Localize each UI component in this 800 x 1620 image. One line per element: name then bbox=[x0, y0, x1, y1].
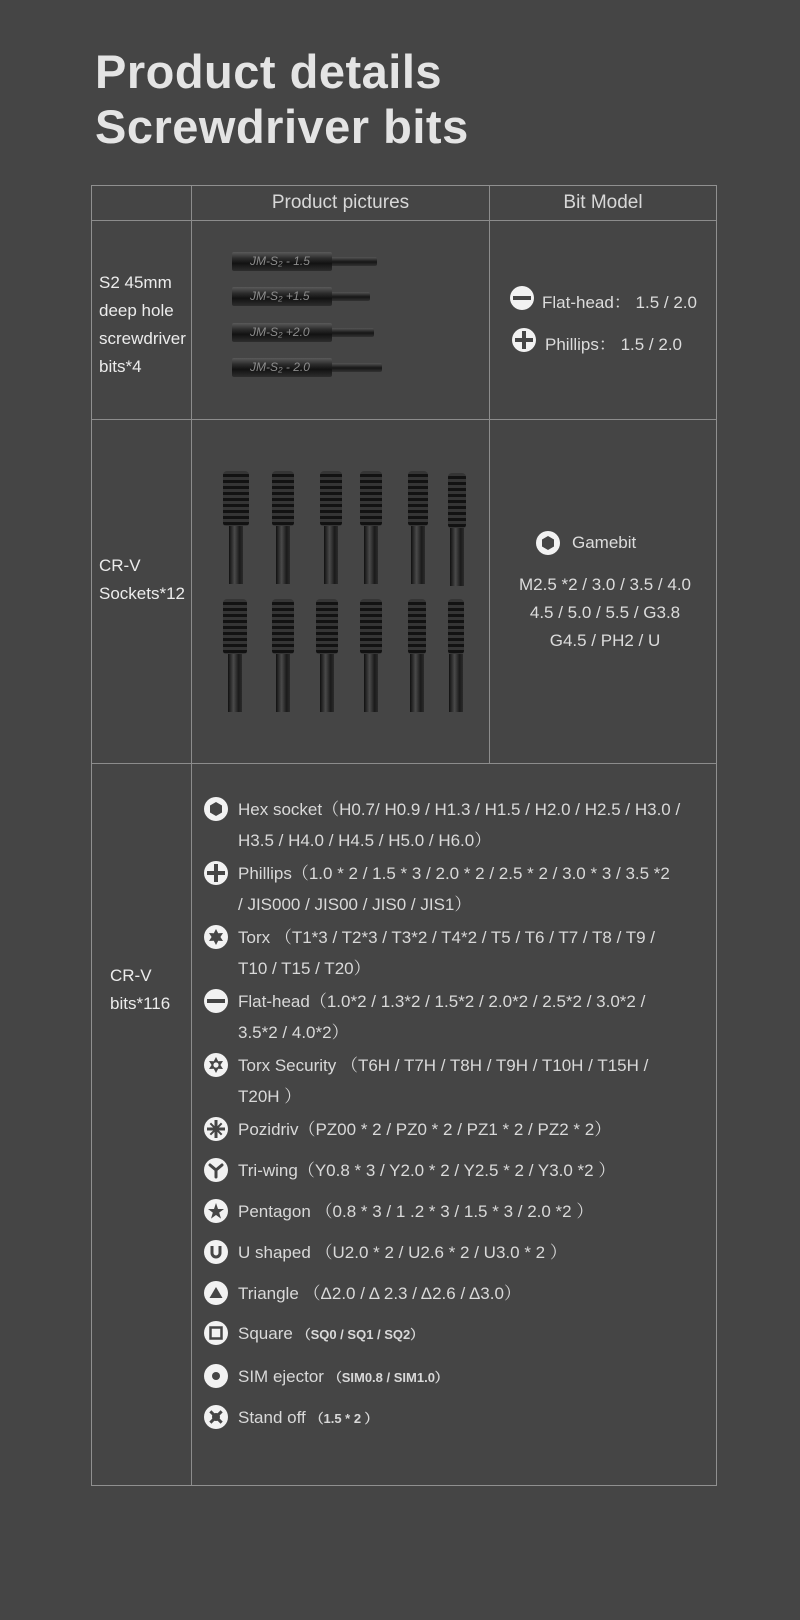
pozidriv-icon bbox=[204, 1117, 228, 1141]
title-line-1: Product details bbox=[95, 45, 443, 98]
flat-head-icon bbox=[510, 286, 534, 310]
torx-icon bbox=[204, 925, 228, 949]
gamebit-icon bbox=[536, 531, 560, 555]
model-phillips: Phillips： 1.5 / 2.0 bbox=[545, 335, 683, 354]
bit-type-hex-socket: Hex socket（H0.7/ H0.9 / H1.3 / H1.5 / H2.0 / H2.5 / H3.0 / H3.5 / H4.0 / H4.5 / H5.0 / H6.0） bbox=[204, 794, 704, 856]
phillips-icon bbox=[204, 861, 228, 885]
row-divider-2 bbox=[92, 763, 716, 764]
model-flat-head: Flat-head： 1.5 / 2.0 bbox=[542, 293, 697, 312]
tri-wing-icon bbox=[204, 1158, 228, 1182]
bit-type-stand-off: Stand off （1.5 * 2 ） bbox=[204, 1402, 704, 1434]
bit-type-torx-security: Torx Security （T6H / T7H / T8H / T9H / T10H / T15H / T20H ） bbox=[204, 1050, 704, 1112]
flat-head-icon bbox=[204, 989, 228, 1013]
page-title bbox=[95, 44, 469, 154]
bit-type-torx: Torx （T1*3 / T2*3 / T3*2 / T4*2 / T5 / T6 / T7 / T8 / T9 / T10 / T15 / T20） bbox=[204, 922, 704, 984]
row-label-s2-bits: S2 45mm deep hole screwdriver bits*4 bbox=[99, 273, 186, 376]
gamebit-models-line-3: G4.5 / PH2 / U bbox=[549, 631, 661, 650]
gamebit-models-line-2: 4.5 / 5.0 / 5.5 / G3.8 bbox=[529, 603, 681, 622]
bit-type-pentagon: Pentagon （0.8 * 3 / 1 .2 * 3 / 1.5 * 3 / 2.0 *2 ） bbox=[204, 1196, 704, 1227]
col-divider-2 bbox=[489, 186, 490, 763]
bit-type-tri-wing: Tri-wing（Y0.8 * 3 / Y2.0 * 2 / Y2.5 * 2 / Y3.0 *2 ） bbox=[204, 1155, 704, 1186]
bit-type-pozidriv: Pozidriv（PZ00 * 2 / PZ0 * 2 / PZ1 * 2 / PZ2 * 2） bbox=[204, 1114, 704, 1145]
phillips-icon bbox=[512, 328, 536, 352]
u-shaped-icon bbox=[204, 1240, 228, 1264]
gamebit-label: Gamebit bbox=[572, 533, 637, 552]
hex-socket-icon bbox=[204, 797, 228, 821]
bit-type-u-shaped: U shaped （U2.0 * 2 / U2.6 * 2 / U3.0 * 2 ） bbox=[204, 1237, 704, 1268]
bit-type-sim-ejector: SIM ejector （SIM0.8 / SIM1.0） bbox=[204, 1361, 704, 1393]
spec-table: Product pictures Bit Model S2 45mm deep hole screwdriver bits*4 JM-S₂ - 1.5 JM-S₂ +1.5 JM-S₂ +2.0 JM-S₂ - 2.0 Flat-head： 1.5 / 2.0 Phillips： 1.5 / 2.0 CR-V Sockets*12 Gamebit M2.5 *2 / 3.0 / 3.5 / 4.0 4.5 / 5.0 / 5.5 / G3.8 G4.5 / PH2 / U CR-V bits*116 Hex socket（H0.7/ H0.9 / H1.3 / H1.5 / H2.0 / H2.5 / H3.0 / H3.5 / H4.0 / H4.5 / H5.0 / H6.0） Phillips（1.0 * 2 / 1.5 * 3 / 2.0 * 2 / 2.5 * 2 / 3.0 * 3 / 3.5 *2 / JIS000 / JIS00 / JIS0 / JIS1） Torx （T1*3 / T2*3 / T3*2 / T4*2 / T5 / T6 / T7 / T8 / T9 / T10 / T15 / T20） Flat-head（1.0*2 / 1.3*2 / 1.5*2 / 2.0*2 / 2.5*2 / 3.0*2 / 3.5*2 / 4.0*2） Torx Security （T6H / T7H / T8H / T9H / T10H / T15H / T20H ） Pozidriv（PZ00 * 2 / PZ0 * 2 / PZ1 * 2 / PZ2 * 2） Tri-wing（Y0.8 * 3 / Y2.0 * 2 / Y2.5 * 2 / Y3.0 *2 ） Pentagon （0.8 * 3 / 1 .2 * 3 / 1.5 * 3 / 2.0 *2 ） U shaped （U2.0 * 2 / U2.6 * 2 / U3.0 * 2 ） Triangle （Δ2.0 / Δ 2.3 / Δ2.6 / Δ3.0） Square （SQ0 / SQ1 / SQ2） SIM ejector （SIM0.8 / SIM1.0） Stand off （1.5 * 2 ） bbox=[91, 185, 717, 1486]
row-divider-1 bbox=[92, 419, 716, 420]
row-label-crv-bits: CR-V bits*116 bbox=[110, 966, 171, 1013]
gamebit-models-line-1: M2.5 *2 / 3.0 / 3.5 / 4.0 bbox=[519, 575, 691, 594]
square-icon bbox=[204, 1321, 228, 1345]
triangle-icon bbox=[204, 1281, 228, 1305]
bit-type-flat-head: Flat-head（1.0*2 / 1.3*2 / 1.5*2 / 2.0*2 / 2.5*2 / 3.0*2 / 3.5*2 / 4.0*2） bbox=[204, 986, 704, 1048]
header-bit-model: Bit Model bbox=[563, 192, 643, 213]
torx-security-icon bbox=[204, 1053, 228, 1077]
bit-type-square: Square （SQ0 / SQ1 / SQ2） bbox=[204, 1318, 704, 1350]
title-line-2: Screwdriver bits bbox=[95, 100, 469, 153]
header-product-pictures: Product pictures bbox=[271, 192, 410, 213]
stand-off-icon bbox=[204, 1405, 228, 1429]
sim-ejector-icon bbox=[204, 1364, 228, 1388]
row-divider-header bbox=[92, 220, 716, 221]
bit-type-triangle: Triangle （Δ2.0 / Δ 2.3 / Δ2.6 / Δ3.0） bbox=[204, 1278, 704, 1309]
pentagon-icon bbox=[204, 1199, 228, 1223]
row-label-sockets: CR-V Sockets*12 bbox=[99, 556, 185, 603]
bit-type-phillips: Phillips（1.0 * 2 / 1.5 * 3 / 2.0 * 2 / 2.5 * 2 / 3.0 * 3 / 3.5 *2 / JIS000 / JIS00 / JIS0 / JIS1） bbox=[204, 858, 704, 920]
col-divider-1 bbox=[191, 186, 192, 1485]
